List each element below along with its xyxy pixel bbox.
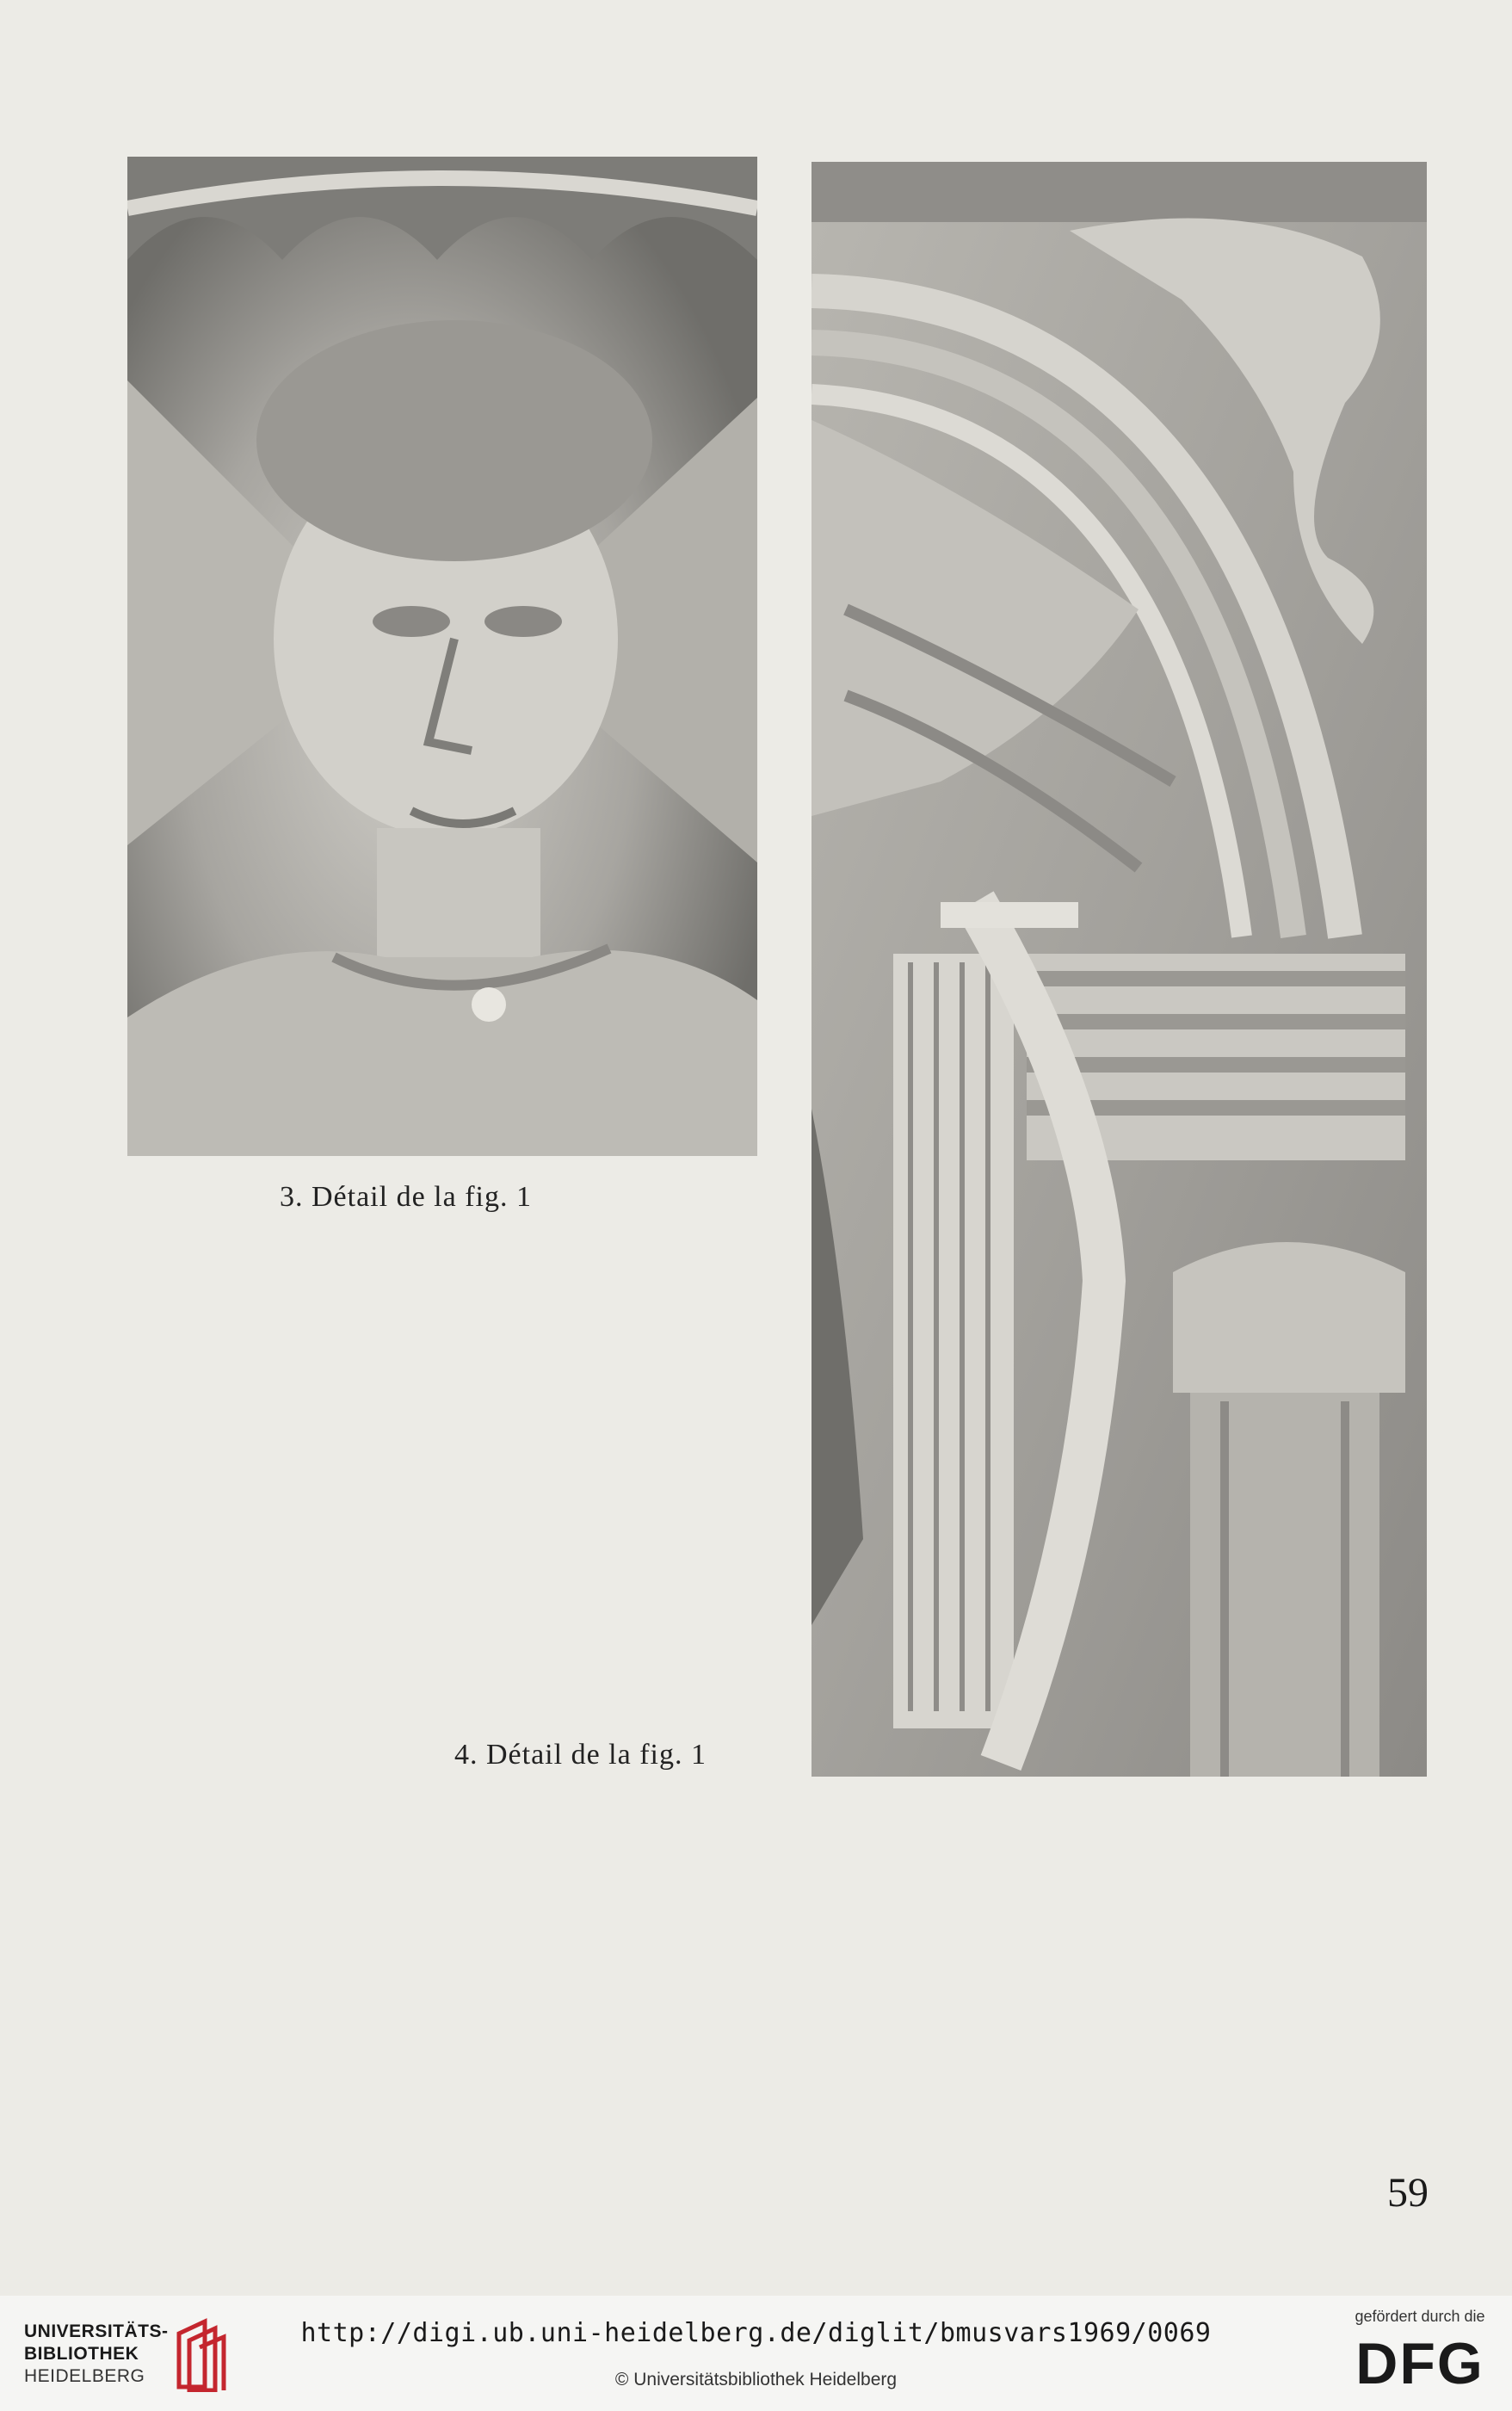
page-number: 59: [1387, 2170, 1429, 2216]
source-url-link[interactable]: http://digi.ub.uni-heidelberg.de/diglit/bmusvars1969/0069: [300, 2318, 1212, 2348]
library-name-line2: BIBLIOTHEK: [24, 2344, 139, 2364]
library-name-line1: UNIVERSITÄTS-: [24, 2321, 169, 2341]
dfg-logo-text: DFG: [1355, 2331, 1484, 2396]
library-name-line3: HEIDELBERG: [24, 2366, 145, 2386]
relief-head-image: [127, 157, 757, 1156]
figure-3-caption: 3. Détail de la fig. 1: [280, 1181, 532, 1213]
copyright-notice: © Universitätsbibliothek Heidelberg: [614, 2370, 898, 2389]
relief-lyre-image: [812, 162, 1427, 1777]
funder-label: gefördert durch die: [1355, 2308, 1485, 2325]
digitization-footer: [0, 2296, 1512, 2411]
dfg-funder-logo: [1342, 2308, 1497, 2402]
figure-3-photo: [127, 157, 757, 1156]
figure-4-photo: [812, 162, 1427, 1777]
figure-4-caption: 4. Détail de la fig. 1: [454, 1739, 707, 1771]
